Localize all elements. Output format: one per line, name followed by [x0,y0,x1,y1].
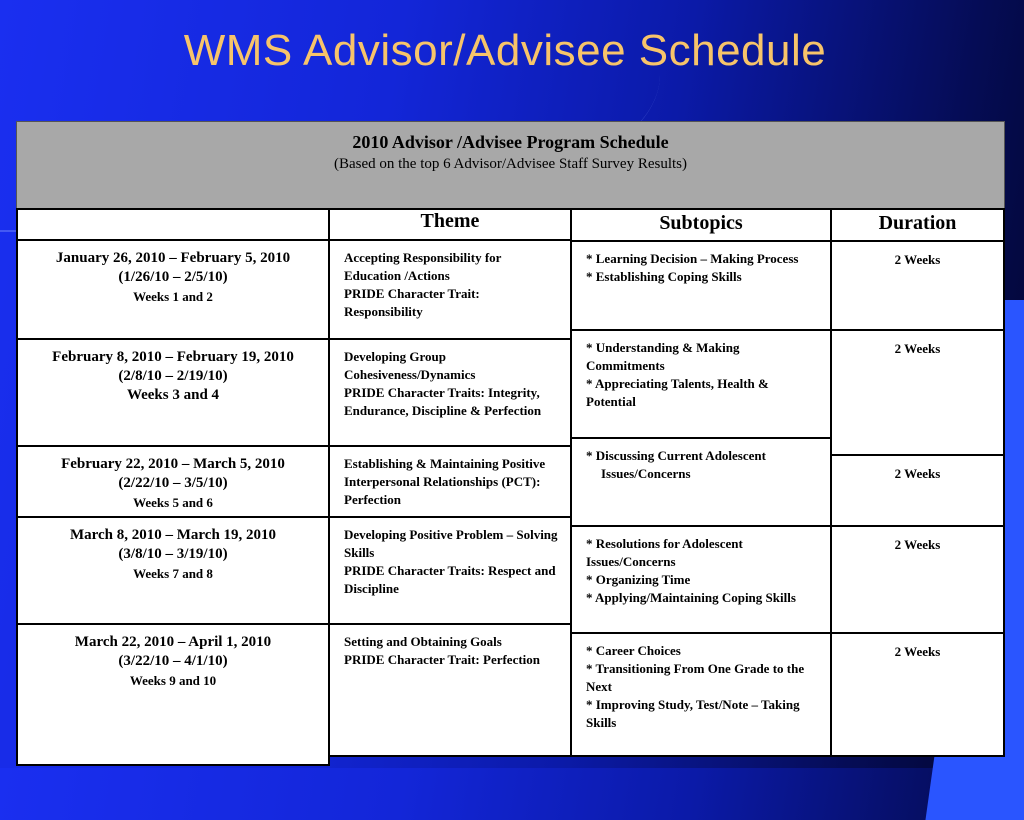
theme-column-header: Theme [328,208,572,241]
weeks-label: Weeks 9 and 10 [129,673,217,688]
subtopic-item: * Transitioning From One Grade to the Next [586,661,805,694]
theme-cell-5 [328,623,572,757]
duration-cell-5: 2 Weeks [830,632,1005,757]
date-short: (3/8/10 – 3/19/10) [118,546,228,562]
date-cell-2 [16,338,330,447]
date-short: (3/22/10 – 4/1/10) [118,653,228,669]
date-range: March 22, 2010 – April 1, 2010 [74,634,272,650]
subtopics-cell-4 [570,525,832,634]
theme-text: Setting and Obtaining Goals [344,634,502,649]
theme-cell-2 [328,338,572,447]
date-cell-5 [16,623,330,766]
subtopics-cell-2 [570,329,832,439]
theme-trait: PRIDE Character Traits: Integrity, Endurance, Discipline & Perfection [344,385,542,418]
duration-column-header: Duration [830,208,1005,242]
subtopic-item: Issues/Concerns [601,466,691,481]
subtopic-item: * Career Choices [586,643,681,658]
duration-cell-4: 2 Weeks [830,525,1005,634]
theme-text: Developing Positive Problem – Solving Skills [344,527,558,560]
date-range: March 8, 2010 – March 19, 2010 [69,527,277,543]
date-short: (2/8/10 – 2/19/10) [118,368,228,384]
theme-cell-4 [328,516,572,625]
date-range: February 8, 2010 – February 19, 2010 [52,349,294,365]
weeks-label: Weeks 5 and 6 [133,495,213,510]
subtopics-column-header: Subtopics [570,208,832,242]
subtopic-item: * Improving Study, Test/Note – Taking Skills [586,697,800,730]
subtopic-item: * Resolutions for Adolescent Issues/Concerns [586,536,743,569]
theme-trait: PRIDE Character Traits: Respect and Discipline [344,563,556,596]
weeks-label: Weeks 3 and 4 [126,387,220,403]
subtopics-cell-1 [570,240,832,331]
date-cell-1 [16,239,330,340]
theme-text: Developing Group Cohesiveness/Dynamics [344,349,476,382]
date-range: January 26, 2010 – February 5, 2010 [55,250,291,266]
subtopic-item: * Establishing Coping Skills [586,269,742,284]
subtopics-cell-5 [570,632,832,757]
duration-cell-3: 2 Weeks [830,454,1005,527]
subtopic-item: * Organizing Time [586,572,691,587]
theme-cell-3 [328,445,572,518]
table-header-subtitle: (Based on the top 6 Advisor/Advisee Staff Survey Results) [333,156,688,172]
subtopic-item: * Applying/Maintaining Coping Skills [586,590,796,605]
date-column-header [16,208,330,241]
subtopic-item: * Appreciating Talents, Health & Potential [586,376,769,409]
date-cell-4 [16,516,330,625]
subtopic-item: * Understanding & Making Commitments [586,340,740,373]
weeks-label: Weeks 7 and 8 [133,566,213,581]
date-short: (2/22/10 – 3/5/10) [118,475,228,491]
slide-title: WMS Advisor/Advisee Schedule [183,26,827,75]
subtopic-item: * Discussing Current Adolescent [586,448,766,463]
date-short: (1/26/10 – 2/5/10) [118,269,228,285]
theme-text: Establishing & Maintaining Positive Interpersonal Relationships (PCT): Perfection [344,456,546,507]
duration-cell-1: 2 Weeks [830,240,1005,331]
subtopic-item: * Learning Decision – Making Process [586,251,799,266]
table-header-title: 2010 Advisor /Advisee Program Schedule [352,132,669,152]
subtopics-cell-3 [570,437,832,527]
theme-cell-1 [328,239,572,340]
theme-trait: PRIDE Character Trait: Perfection [344,652,541,667]
theme-text: Accepting Responsibility for Education /Actions [344,250,502,283]
date-cell-3 [16,445,330,518]
theme-trait: PRIDE Character Trait: Responsibility [344,286,480,319]
weeks-label: Weeks 1 and 2 [133,289,213,304]
table-header [16,121,1005,210]
date-range: February 22, 2010 – March 5, 2010 [61,456,285,472]
duration-cell-2: 2 Weeks [830,329,1005,456]
